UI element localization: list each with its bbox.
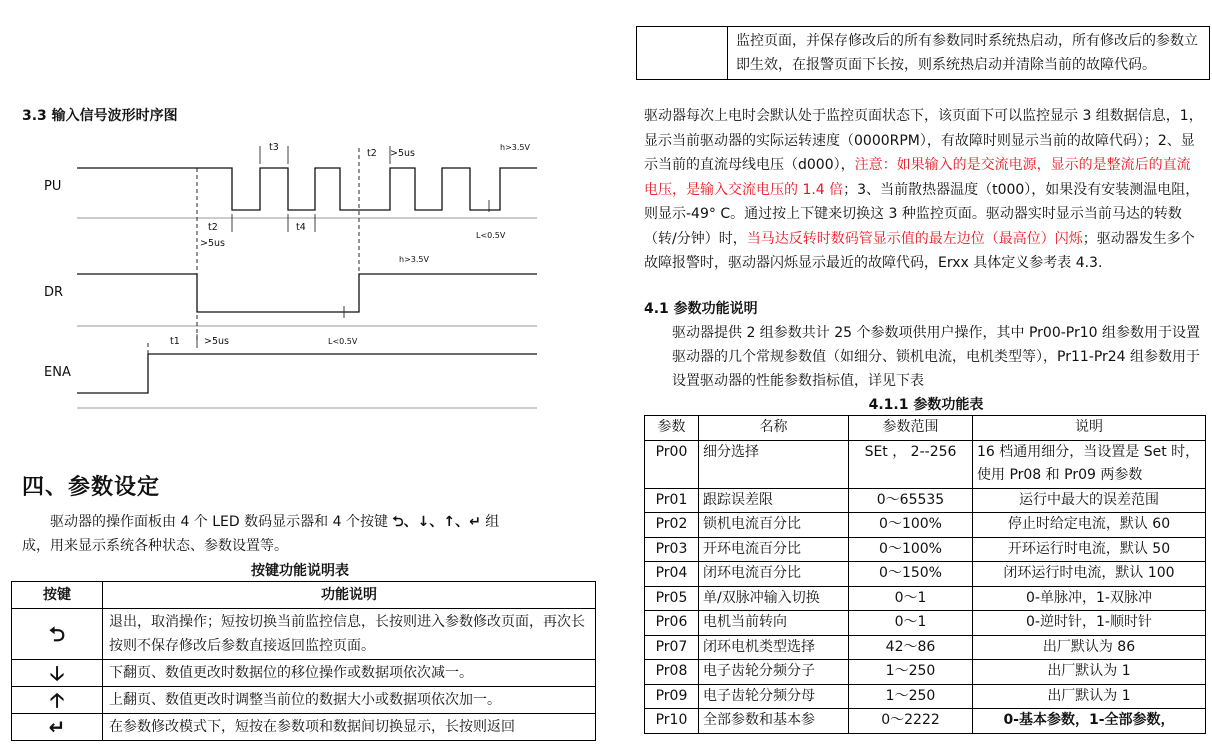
empty-key-cell (637, 27, 728, 80)
key-table-continuation (636, 26, 1210, 80)
param-name: 闭环电机类型选择 (699, 635, 849, 660)
param-desc: 0-基本参数，1-全部参数， (973, 709, 1206, 734)
table-row (645, 513, 1206, 538)
dr-waveform (77, 274, 537, 312)
param-id: Pr04 (645, 562, 699, 587)
label-t2-low: t2 (208, 222, 218, 233)
key-desc: 在参数修改模式下，短按在参数项和数据间切换显示，长按则返回 (103, 714, 596, 741)
param-desc: 0-逆时针，1-顺时针 (973, 611, 1206, 636)
label-l05-pu: L<0.5V (476, 231, 506, 240)
param-range: 0～100% (849, 513, 973, 538)
table-row (645, 537, 1206, 562)
label-l05-dr: L<0.5V (328, 337, 358, 346)
table-row (12, 714, 596, 741)
para-line1-tail: 组 (480, 514, 500, 530)
key-table-caption: 按键功能说明表 (251, 563, 349, 579)
param-range: 0～1 (849, 611, 973, 636)
back-arrow-icon: ⮌ (12, 609, 103, 660)
section-4-1-title: 4.1 参数功能说明 (644, 301, 758, 317)
signal-label-pu: PU (44, 179, 62, 194)
table-row (637, 27, 1210, 80)
monitor-text-3: ；驱动器发生多个故障报警时，驱动器闪烁显示最近的故障代码，Erxx 具体定义参考表 4.3. (644, 230, 1195, 271)
table-row (12, 609, 596, 660)
param-id: Pr03 (645, 537, 699, 562)
ena-waveform (77, 354, 537, 393)
table-row (645, 684, 1206, 709)
monitor-paragraph (644, 104, 1204, 276)
param-range: 42～86 (849, 635, 973, 660)
table-header-row (645, 416, 1206, 441)
param-name: 锁机电流百分比 (699, 513, 849, 538)
param-desc: 0-单脉冲，1-双脉冲 (973, 586, 1206, 611)
param-table-caption: 4.1.1 参数功能表 (868, 397, 984, 413)
param-desc: 16 档通用细分，当设置是 Set 时，使用 Pr08 和 Pr09 两参数 (973, 440, 1206, 488)
param-desc: 开环运行时电流，默认 50 (973, 537, 1206, 562)
monitor-note-red-2: 当马达反转时数码管显示值的最左边位（最高位）闪烁 (746, 230, 1083, 247)
monitor-text-2: ；3、当前散热器温度（t000），如果没有安装测温电阻，则显示-49° C。通过按上下键来切换这 3 种监控页面。驱动器实时显示当前马达的转数（转/分钟）时， (644, 181, 1200, 247)
label-5us-ena: >5us (204, 336, 229, 347)
table-row (645, 562, 1206, 587)
param-desc: 停止时给定电流，默认 60 (973, 513, 1206, 538)
header-param: 参数 (645, 416, 699, 441)
param-id: Pr07 (645, 635, 699, 660)
signal-label-ena: ENA (44, 365, 71, 380)
table-row (645, 488, 1206, 513)
param-id: Pr09 (645, 684, 699, 709)
section-4-paragraph (22, 510, 582, 558)
table-row (645, 440, 1206, 488)
param-desc: 闭环运行时电流，默认 100 (973, 562, 1206, 587)
pu-waveform (77, 168, 537, 210)
key-desc: 上翻页、数值更改时调整当前位的数据大小或数据项依次加一。 (103, 687, 596, 714)
param-desc: 运行中最大的误差范围 (973, 488, 1206, 513)
enter-icon: ↵ (12, 714, 103, 741)
param-name: 闭环电流百分比 (699, 562, 849, 587)
key-desc: 退出，取消操作；短按切换当前监控信息，长按则进入参数修改页面，再次长按则不保存修改后参数直接返回监控页面。 (103, 609, 596, 660)
key-function-table (11, 581, 596, 741)
label-h35-top: h>3.5V (500, 143, 530, 152)
param-range: 0～150% (849, 562, 973, 587)
table-row (12, 660, 596, 687)
param-desc: 出厂默认为 1 (973, 660, 1206, 685)
param-name: 电子齿轮分频分子 (699, 660, 849, 685)
label-h35-dr: h>3.5V (399, 255, 429, 264)
key-desc-continued: 监控页面，并保存修改后的所有参数同时系统热启动，所有修改后的参数立即生效，在报警页面下长按，则系统热启动并清除当前的故障代码。 (728, 27, 1210, 80)
param-range: 0～100% (849, 537, 973, 562)
param-name: 单/双脉冲输入切换 (699, 586, 849, 611)
param-id: Pr01 (645, 488, 699, 513)
param-range: 1～250 (849, 684, 973, 709)
param-range: 0～2222 (849, 709, 973, 734)
param-id: Pr10 (645, 709, 699, 734)
param-id: Pr05 (645, 586, 699, 611)
section-4-title: 四、参数设定 (22, 475, 161, 500)
label-t4: t4 (296, 222, 306, 233)
param-id: Pr02 (645, 513, 699, 538)
param-name: 全部参数和基本参 (699, 709, 849, 734)
param-desc: 出厂默认为 86 (973, 635, 1206, 660)
param-function-table (644, 415, 1206, 734)
param-desc: 出厂默认为 1 (973, 684, 1206, 709)
param-range: 0～1 (849, 586, 973, 611)
param-id: Pr06 (645, 611, 699, 636)
para-line1: 驱动器的操作面板由 4 个 LED 数码显示器和 4 个按键 (50, 514, 388, 530)
table-row (645, 611, 1206, 636)
param-id: Pr00 (645, 440, 699, 488)
param-range: 1～250 (849, 660, 973, 685)
table-header-row (12, 582, 596, 609)
table-row (645, 586, 1206, 611)
header-function: 功能说明 (103, 582, 596, 609)
param-name: 细分选择 (699, 440, 849, 488)
header-range: 参数范围 (849, 416, 973, 441)
table-row (645, 635, 1206, 660)
label-t3: t3 (269, 142, 279, 153)
param-id: Pr08 (645, 660, 699, 685)
param-name: 开环电流百分比 (699, 537, 849, 562)
signal-label-dr: DR (44, 285, 64, 300)
header-desc: 说明 (973, 416, 1206, 441)
param-range: 0～65535 (849, 488, 973, 513)
table-row (645, 709, 1206, 734)
label-t2-top: t2 (367, 148, 377, 159)
up-arrow-icon: 🡡 (12, 687, 103, 714)
table-row (12, 687, 596, 714)
header-name: 名称 (699, 416, 849, 441)
param-name: 电机当前转向 (699, 611, 849, 636)
key-symbols: ⮌、↓、↑、↵ (392, 514, 481, 530)
monitor-note-red-1: 注意：如果输入的是交流电源，显示的是整流后的直流电压，是输入交流电压的 1.4 倍 (644, 157, 1191, 198)
section-4-1-paragraph: 驱动器提供 2 组参数共计 25 个参数项供用户操作，其中 Pr00-Pr10 组参数用于设置驱动器的几个常规参数值（如细分、锁机电流，电机类型等），Pr11-Pr24 组参数用于设置驱动器的性能参数指标值，详见下表 (672, 325, 1201, 389)
monitor-text-1: 驱动器每次上电时会默认处于监控页面状态下，该页面下可以监控显示 3 组数据信息，1，显示当前驱动器的实际运转速度（0000RPM），有故障时则显示当前的故障代码）；2、显示当前的直流母线电压（d000）， (644, 108, 1203, 173)
down-arrow-icon: 🡣 (12, 660, 103, 687)
key-desc: 下翻页、数值更改时数据位的移位操作或数据项依次减一。 (103, 660, 596, 687)
table-row (645, 660, 1206, 685)
section-3-3-title: 3.3 输入信号波形时序图 (22, 108, 178, 124)
para-line2: 成，用来显示系统各种状态、参数设置等。 (22, 538, 288, 554)
label-5us-low: >5us (200, 238, 225, 249)
param-range: SEt ， 2--256 (849, 440, 973, 488)
label-t1: t1 (170, 336, 180, 347)
param-name: 跟踪误差限 (699, 488, 849, 513)
param-name: 电子齿轮分频分母 (699, 684, 849, 709)
label-5us-top: >5us (390, 148, 415, 159)
timing-diagram (22, 128, 552, 428)
header-key: 按键 (12, 582, 103, 609)
